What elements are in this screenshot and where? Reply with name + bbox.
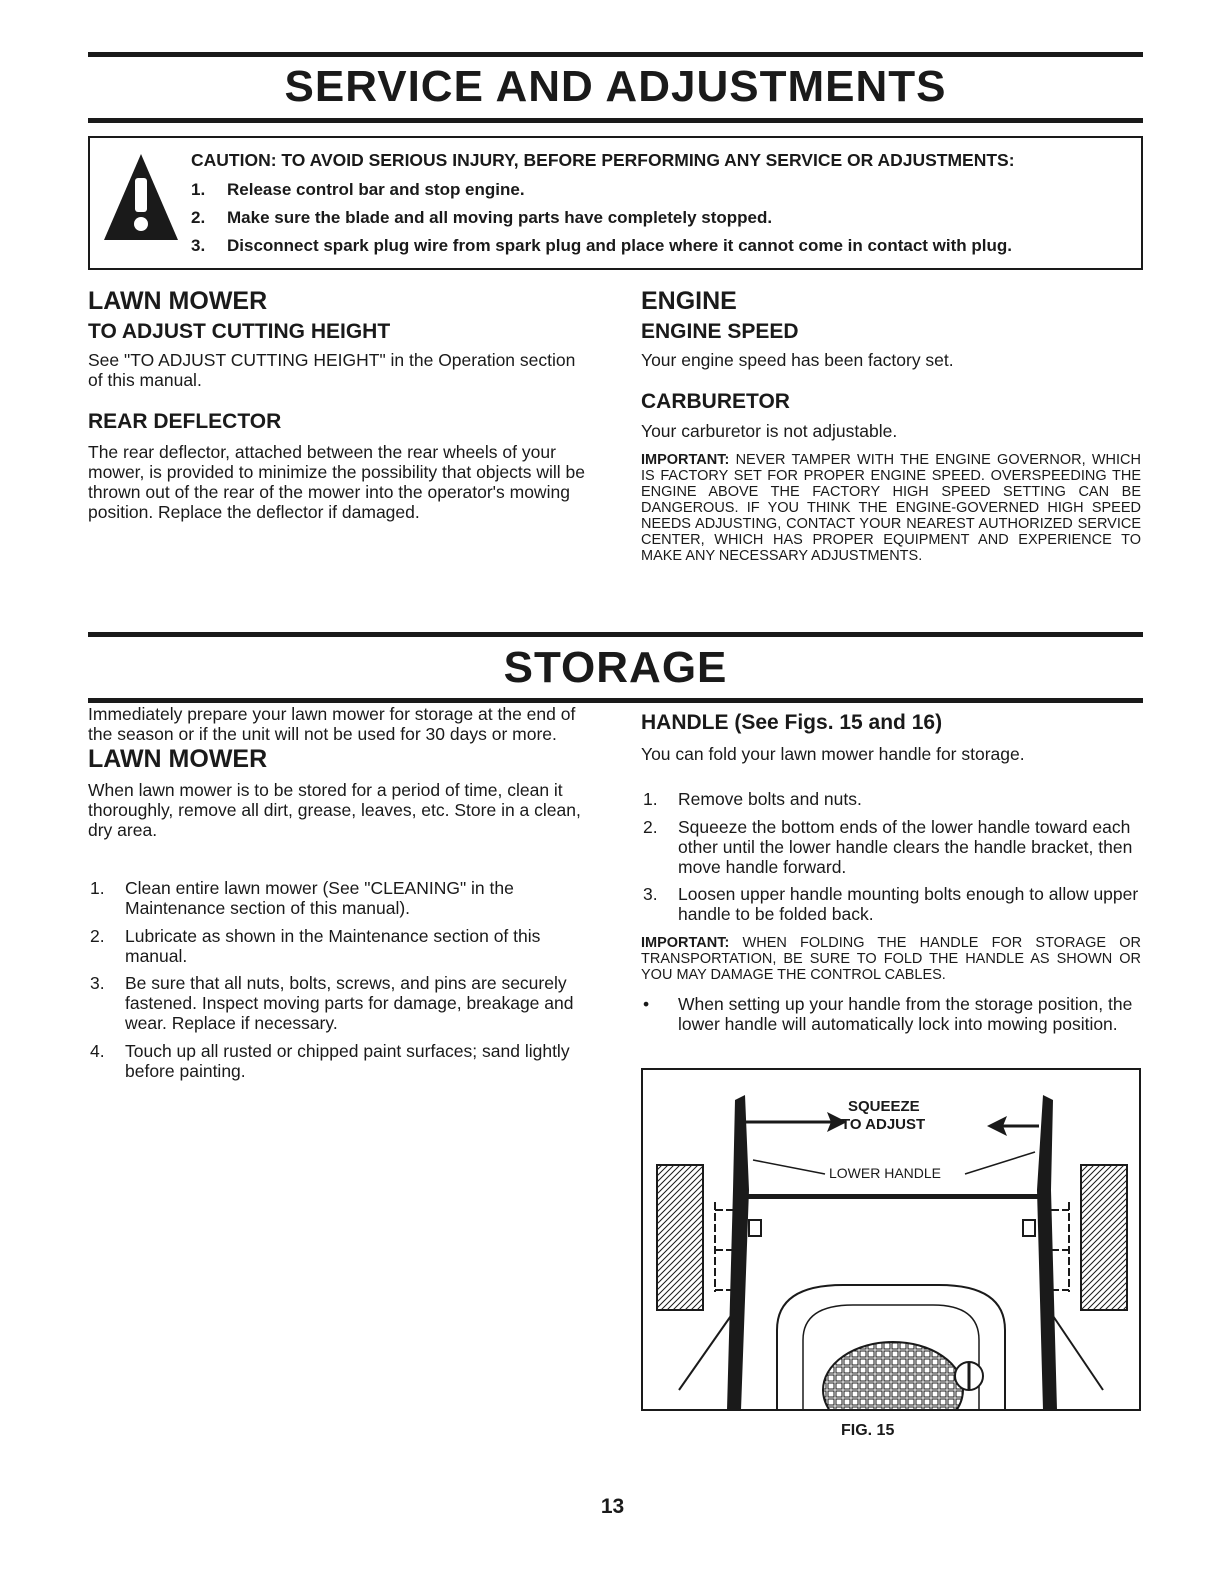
engine-speed-text: Your engine speed has been factory set. — [641, 350, 954, 370]
storage-steps-list: 1. Clean entire lawn mower (See "CLEANING" in the Maintenance section of this manual). 2. Lubricate as shown in the Maintenance section of this manual. 3. Be sure that all nuts, bolts, screws, and pins are securely fastened. Inspect moving parts for damage, breakage and wear. Replace if necessary. 4. Touch up all rusted or chipped paint surfaces; sand lightly before painting. — [90, 878, 574, 1081]
important-label: IMPORTANT: — [641, 452, 730, 468]
caution-item: 2. Make sure the blade and all moving parts have completely stopped. — [191, 208, 773, 227]
rear-deflector-heading: REAR DEFLECTOR — [88, 410, 282, 433]
cutting-height-text: See "TO ADJUST CUTTING HEIGHT" in the Operation section of this manual. — [88, 350, 576, 390]
storage-lawn-mower-text: When lawn mower is to be stored for a period of time, clean it thoroughly, remove all dirt, grease, leaves, etc. Store in a clean, dry area. — [88, 780, 581, 840]
caution-item: 1. Release control bar and stop engine. — [191, 180, 525, 199]
figure-label-squeeze: SQUEEZE — [848, 1098, 920, 1115]
engine-speed-heading: ENGINE SPEED — [641, 320, 799, 343]
handle-text: You can fold your lawn mower handle for storage. — [641, 744, 1025, 764]
caution-heading: CAUTION: TO AVOID SERIOUS INJURY, BEFORE PERFORMING ANY SERVICE OR ADJUSTMENTS: — [191, 150, 1015, 170]
figure-15 — [641, 1068, 1141, 1411]
service-title: SERVICE AND ADJUSTMENTS — [284, 62, 947, 111]
important-label: IMPORTANT: — [641, 935, 730, 951]
important-text: WHEN FOLDING THE HANDLE FOR STORAGE OR TRANSPORTATION, BE SURE TO FOLD THE HANDLE AS SHOWN OR YOU MAY DAMAGE THE CONTROL CABLES. — [641, 935, 1142, 983]
service-title-rule — [88, 118, 1143, 123]
storage-intro: Immediately prepare your lawn mower for storage at the end of the season or if the unit will not be used for 30 days or more. — [88, 704, 576, 744]
engine-important-note — [641, 452, 1141, 564]
carburetor-text: Your carburetor is not adjustable. — [641, 421, 898, 441]
storage-top-rule — [88, 632, 1143, 637]
handle-heading: HANDLE (See Figs. 15 and 16) — [641, 711, 943, 734]
carburetor-heading: CARBURETOR — [641, 390, 790, 413]
important-text: NEVER TAMPER WITH THE ENGINE GOVERNOR, WHICH IS FACTORY SET FOR PROPER ENGINE SPEED. OVERSPEEDING THE ENGINE ABOVE THE FACTORY HIGH SPEED SETTING CAN BE DANGEROUS. IF YOU THINK THE ENGINE-GOVERNED HIGH SPEED NEEDS ADJUSTING, CONTACT YOUR NEAREST AUTHORIZED SERVICE CENTER, WHICH HAS PROPER EQUIPMENT AND EXPERIENCE TO MAKE ANY NECESSARY ADJUSTMENTS. — [641, 452, 1141, 564]
caution-item: 3. Disconnect spark plug wire from spark plug and place where it cannot come in contact with plug. — [191, 236, 1012, 255]
rear-deflector-text: The rear deflector, attached between the rear wheels of your mower, is provided to minimize the possibility that objects will be thrown out of the rear of the mower into the operator's mowing position. Replace the deflector if damaged. — [88, 442, 586, 522]
storage-lawn-mower-heading: LAWN MOWER — [88, 745, 268, 773]
storage-title: STORAGE — [503, 643, 728, 692]
top-rule — [88, 52, 1143, 57]
lawn-mower-heading: LAWN MOWER — [88, 287, 268, 315]
handle-steps-list: 1. Remove bolts and nuts. 2. Squeeze the bottom ends of the lower handle toward each other until the lower handle clears the handle bracket, then move handle forward. 3. Loosen upper handle mounting bolts enough to allow upper handle to be folded back. — [643, 789, 1139, 924]
page-number: 13 — [600, 1495, 625, 1518]
cutting-height-heading: TO ADJUST CUTTING HEIGHT — [88, 320, 391, 343]
figure-label-to-adjust: TO ADJUST — [841, 1116, 926, 1133]
warning-triangle-icon — [102, 150, 180, 244]
figure-caption: FIG. 15 — [841, 1422, 895, 1439]
caution-box — [88, 136, 1143, 270]
storage-title-rule — [88, 698, 1143, 703]
handle-important-note — [641, 935, 1141, 983]
engine-heading: ENGINE — [641, 287, 737, 315]
figure-label-lower-handle: LOWER HANDLE — [829, 1165, 942, 1181]
